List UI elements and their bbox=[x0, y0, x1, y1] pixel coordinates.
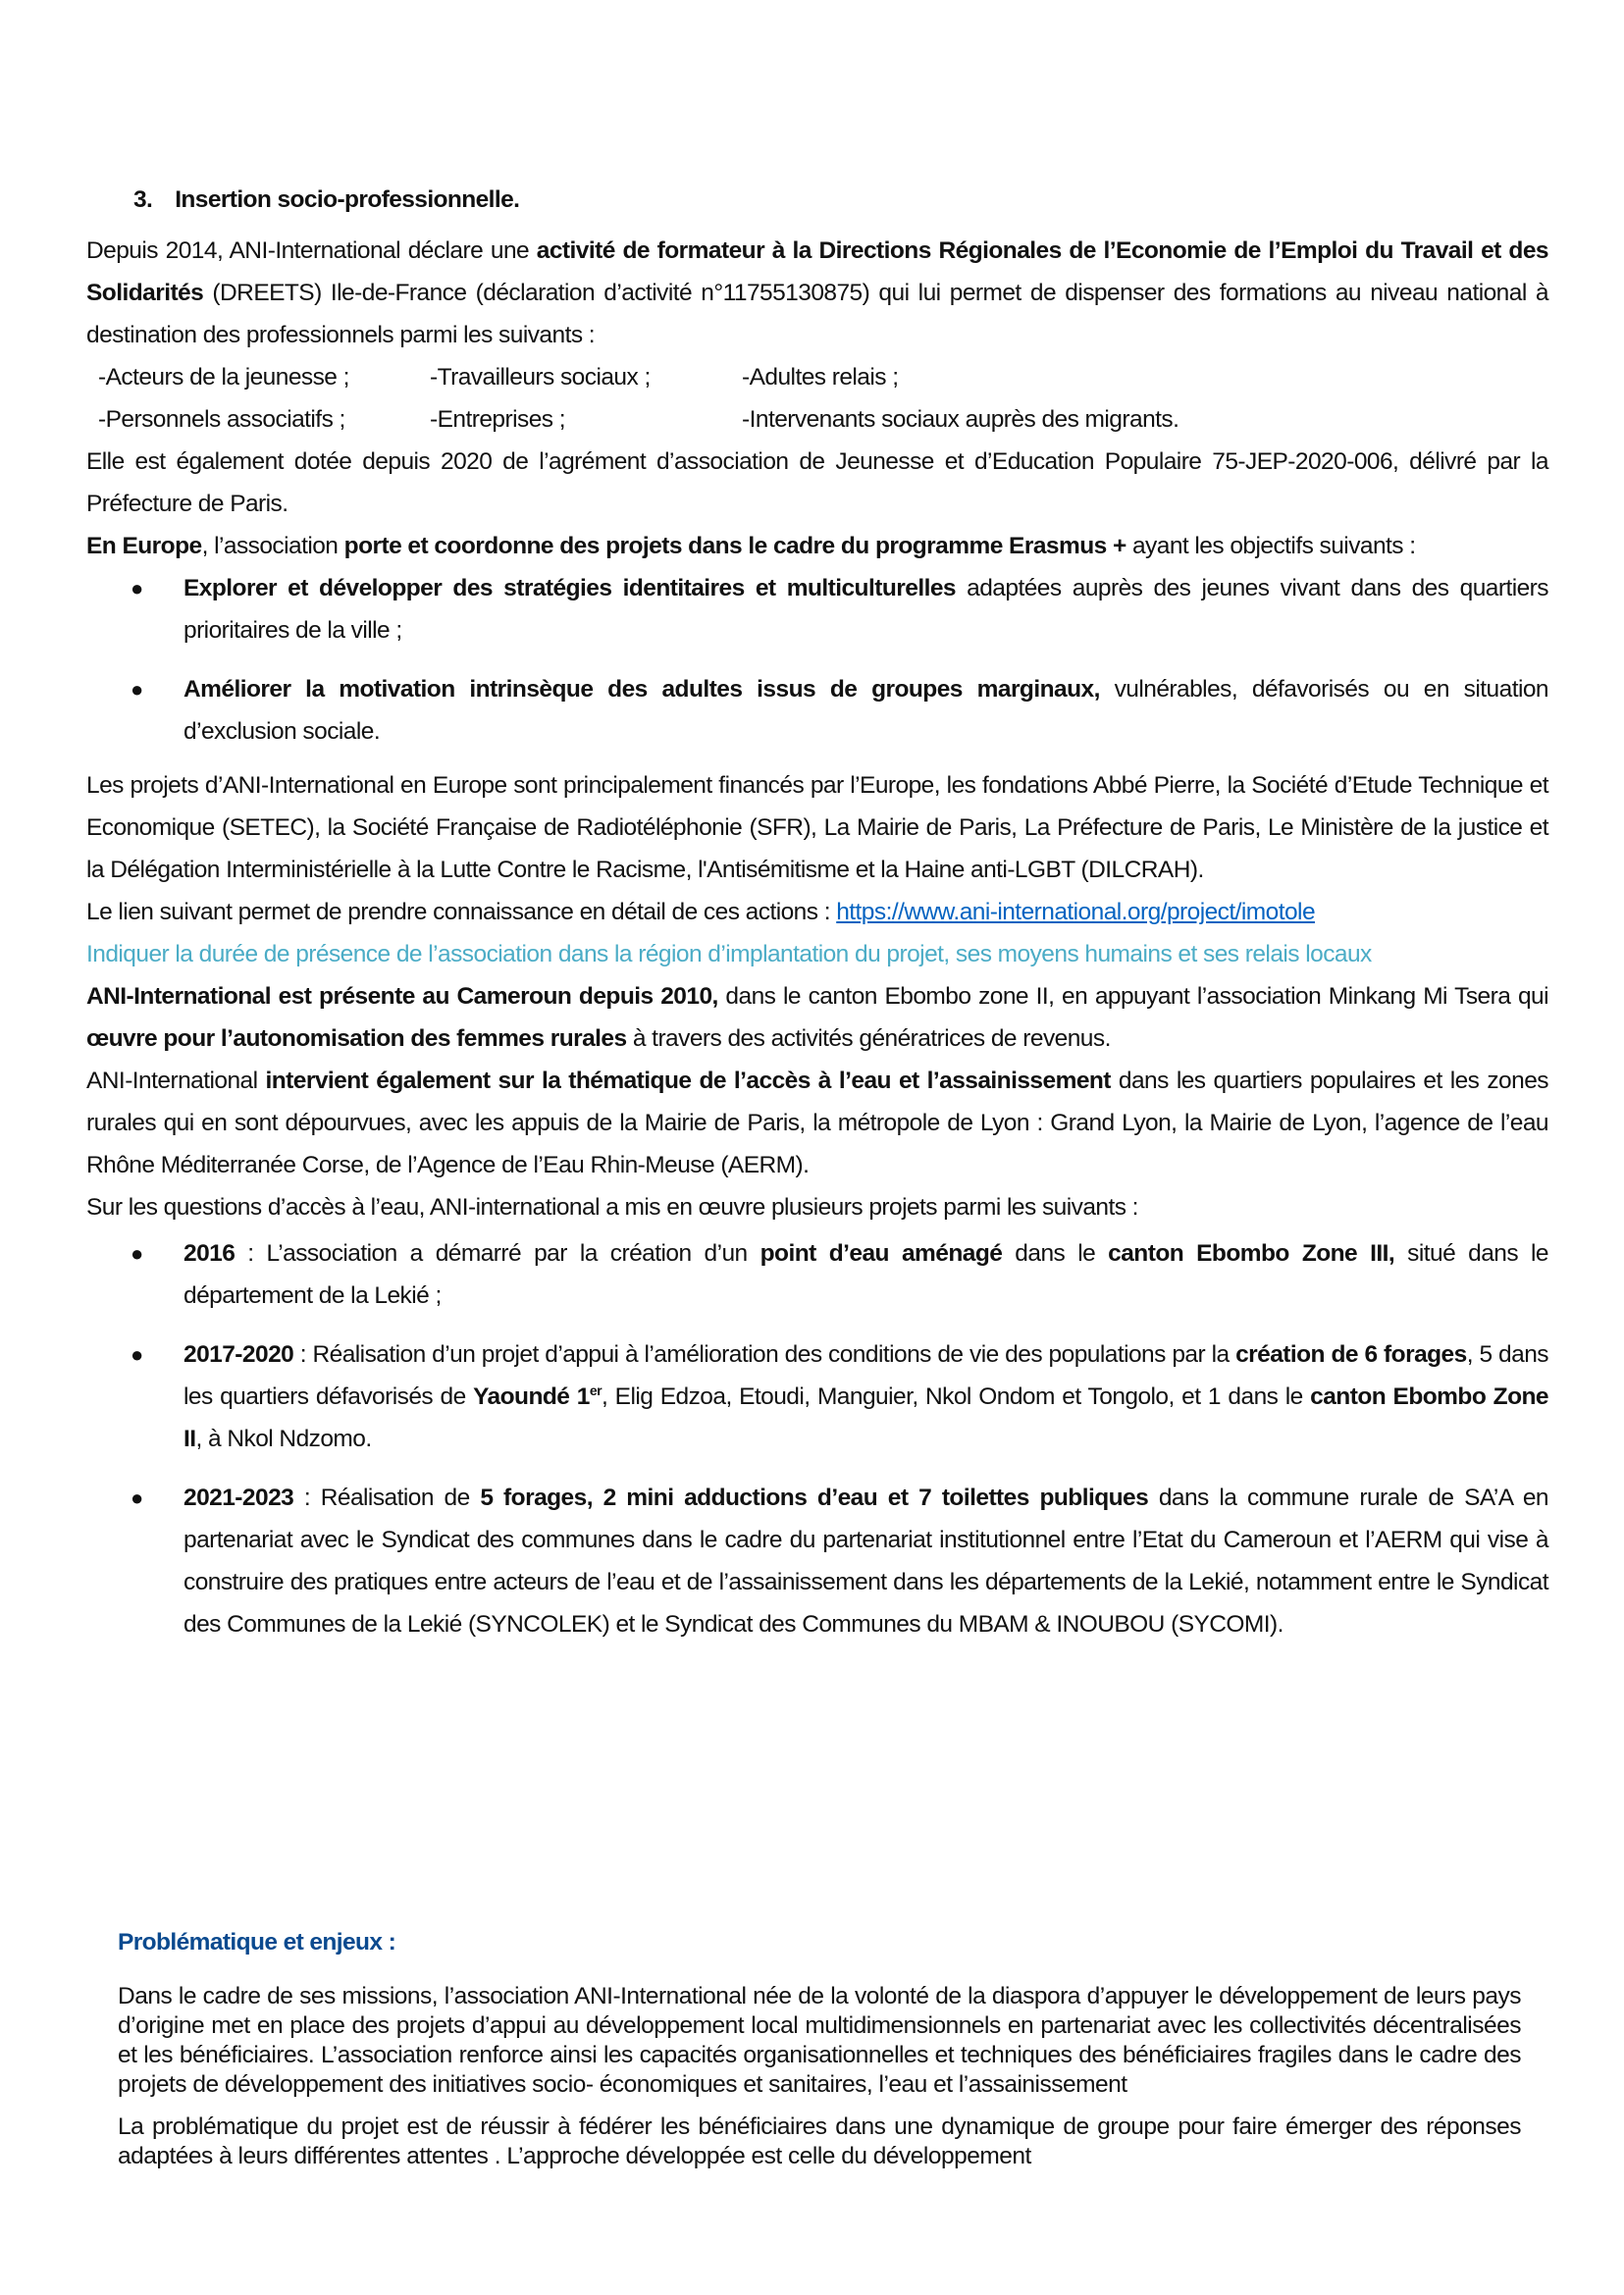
document-page bbox=[86, 179, 1548, 1645]
text-run: : Réalisation d’un projet d’appui à l’amélioration des conditions de vie des populations par la bbox=[293, 1341, 1236, 1368]
objectives-list bbox=[86, 567, 1548, 753]
bullet-icon: ● bbox=[131, 1342, 143, 1367]
paragraph-water bbox=[86, 1060, 1548, 1186]
text-run: , Elig Edzoa, Etoudi, Manguier, Nkol Ondom et Tongolo, et 1 dans le bbox=[601, 1383, 1311, 1410]
bold-run: activité de formateur à la Directions Régionales de l’Economie de l’Emploi du Travail et des Solidarités bbox=[86, 237, 1549, 306]
project-link[interactable]: https://www.ani-international.org/project/imotole bbox=[836, 899, 1316, 925]
paragraph-europe bbox=[86, 525, 1548, 567]
target-item: -Entreprises ; bbox=[430, 406, 565, 433]
bold-run bbox=[473, 1383, 602, 1410]
target-item: -Intervenants sociaux auprès des migrants. bbox=[742, 406, 1179, 433]
text-run: dans la commune rurale de SA’A en partenariat avec le Syndicat des communes dans le cadre du partenariat institutionnel entre l’Etat du Cameroun et l’AERM qui vise à construire des pratiques entre acteurs de l’eau et de l’assainissement dans les départements de la Lekié, notamment entre le Syndicat des Communes de la Lekié (SYNCOLEK) et le Syndicat des Communes du MBAM & INOUBOU (SYCOMI). bbox=[183, 1485, 1548, 1638]
bold-run: porte et coordonne des projets dans le cadre du programme Erasmus + bbox=[343, 533, 1126, 559]
bold-run: création de 6 forages bbox=[1235, 1341, 1467, 1368]
bullet-icon: ● bbox=[131, 1241, 143, 1266]
project-year: 2017-2020 bbox=[183, 1341, 294, 1368]
text-run: dans le canton Ebombo zone II, en appuyant l’association Minkang Mi Tsera qui bbox=[717, 983, 1548, 1010]
instruction-text: Indiquer la durée de présence de l’association dans la région d’implantation du projet, ses moyens humains et ses relais locaux bbox=[86, 941, 1372, 967]
text-run: Depuis 2014, ANI-International déclare une bbox=[86, 237, 537, 264]
water-projects-list bbox=[86, 1232, 1548, 1645]
text-run: ayant les objectifs suivants : bbox=[1126, 533, 1416, 559]
bold-run: ANI-International est présente au Cameroun depuis 2010, bbox=[86, 983, 718, 1010]
list-item bbox=[86, 1232, 1548, 1317]
problem-section bbox=[118, 1923, 1521, 2184]
text-run: , l’association bbox=[201, 533, 344, 559]
project-year: 2021-2023 bbox=[183, 1485, 294, 1511]
section-title: Insertion socio-professionnelle. bbox=[175, 186, 520, 213]
text-run: à travers des activités génératrices de revenus. bbox=[626, 1025, 1111, 1052]
target-item: -Personnels associatifs ; bbox=[98, 406, 345, 433]
bold-run: canton Ebombo Zone III, bbox=[1108, 1240, 1395, 1267]
problem-paragraph-1: Dans le cadre de ses missions, l’association ANI-International née de la volonté de la diaspora d’appuyer le développement de leurs pays d’origine met en place des projets d’appui au développement local multidimensionnels en partenariat avec les collectivités décentralisées et les bénéficiaires. L’association renforce ainsi les capacités organisationnelles et techniques des bénéficiaires fragiles dans le cadre des projets de développement des initiatives socio- économiques et sanitaires, l’eau et l’assainissement bbox=[118, 1983, 1521, 2098]
bold-run: œuvre pour l’autonomisation des femmes rurales bbox=[86, 1025, 627, 1052]
text-run: , 5 dans les quartiers défavorisés de bbox=[183, 1341, 1548, 1410]
superscript: er bbox=[589, 1382, 602, 1398]
bold-run: canton Ebombo Zone II bbox=[183, 1383, 1548, 1452]
list-item bbox=[86, 567, 1548, 652]
text-run: Le lien suivant permet de prendre connaissance en détail de ces actions : bbox=[86, 899, 837, 925]
paragraph-funders: Les projets d’ANI-International en Europe sont principalement financés par l’Europe, les fondations Abbé Pierre, la Société d’Etude Technique et Economique (SETEC), la Société Française de Radiotéléphonie (SFR), La Mairie de Paris, La Préfecture de Paris, Le Ministère de la justice et la Délégation Interministérielle à la Lutte Contre le Racisme, l'Antisémitisme et la Haine anti-LGBT (DILCRAH). bbox=[86, 772, 1548, 883]
text-run: ANI-International bbox=[86, 1068, 266, 1094]
bold-run: Explorer et développer des stratégies identitaires et multiculturelles bbox=[183, 575, 956, 601]
text-run: vulnérables, défavorisés ou en situation d’exclusion sociale. bbox=[183, 676, 1548, 745]
text-run: , à Nkol Ndzomo. bbox=[195, 1426, 372, 1452]
text-run: dans le bbox=[1002, 1240, 1109, 1267]
paragraph-agrement: Elle est également dotée depuis 2020 de l’agrément d’association de Jeunesse et d’Education Populaire 75-JEP-2020-006, délivré par la Préfecture de Paris. bbox=[86, 448, 1548, 517]
problem-heading: Problématique et enjeux : bbox=[118, 1929, 396, 1956]
text-run: situé dans le département de la Lekié ; bbox=[183, 1240, 1548, 1309]
section-heading bbox=[133, 179, 1548, 221]
target-row bbox=[86, 356, 1548, 398]
paragraph-water-projects-intro: Sur les questions d’accès à l’eau, ANI-international a mis en œuvre plusieurs projets parmi les suivants : bbox=[86, 1194, 1138, 1221]
text-run: dans les quartiers populaires et les zones rurales qui en sont dépourvues, avec les appuis de la Mairie de Paris, la métropole de Lyon : Grand Lyon, la Mairie de Lyon, l’agence de l’eau Rhône Méditerranée Corse, de l’Agence de l’Eau Rhin-Meuse (AERM). bbox=[86, 1068, 1548, 1178]
bold-run: En Europe bbox=[86, 533, 202, 559]
target-item: -Acteurs de la jeunesse ; bbox=[98, 364, 349, 391]
paragraph-cameroun bbox=[86, 975, 1548, 1060]
paragraph-dreets bbox=[86, 230, 1548, 356]
bold-run: intervient également sur la thématique de l’accès à l’eau et l’assainissement bbox=[265, 1068, 1111, 1094]
section-number: 3. bbox=[133, 186, 153, 213]
bold-run: point d’eau aménagé bbox=[760, 1240, 1003, 1267]
target-item: -Travailleurs sociaux ; bbox=[430, 364, 651, 391]
bold-run: 5 forages, 2 mini adductions d’eau et 7 toilettes publiques bbox=[480, 1485, 1149, 1511]
bullet-icon: ● bbox=[131, 1486, 143, 1510]
text-run: (DREETS) Ile-de-France (déclaration d’activité n°11755130875) qui lui permet de dispenser des formations au niveau national à destination des professionnels parmi les suivants : bbox=[86, 280, 1548, 348]
bullet-icon: ● bbox=[131, 576, 143, 600]
text-run: adaptées auprès des jeunes vivant dans des quartiers prioritaires de la ville ; bbox=[183, 575, 1548, 644]
list-item bbox=[86, 668, 1548, 753]
bullet-icon: ● bbox=[131, 677, 143, 702]
problem-paragraph-2: La problématique du projet est de réussir à fédérer les bénéficiaires dans une dynamique de groupe pour faire émerger des réponses adaptées à leurs différentes attentes . L’approche développée est celle du développement bbox=[118, 2113, 1521, 2169]
text-run: Yaoundé 1 bbox=[473, 1383, 590, 1410]
list-item bbox=[86, 1477, 1548, 1645]
target-item: -Adultes relais ; bbox=[742, 364, 899, 391]
target-audience-list bbox=[86, 356, 1548, 441]
text-run: : L’association a démarré par la création d’un bbox=[235, 1240, 760, 1267]
paragraph-link bbox=[86, 891, 1548, 933]
text-run: : Réalisation de bbox=[293, 1485, 481, 1511]
bold-run: Améliorer la motivation intrinsèque des adultes issus de groupes marginaux, bbox=[183, 676, 1100, 703]
list-item bbox=[86, 1333, 1548, 1460]
target-row bbox=[86, 398, 1548, 441]
project-year: 2016 bbox=[183, 1240, 236, 1267]
